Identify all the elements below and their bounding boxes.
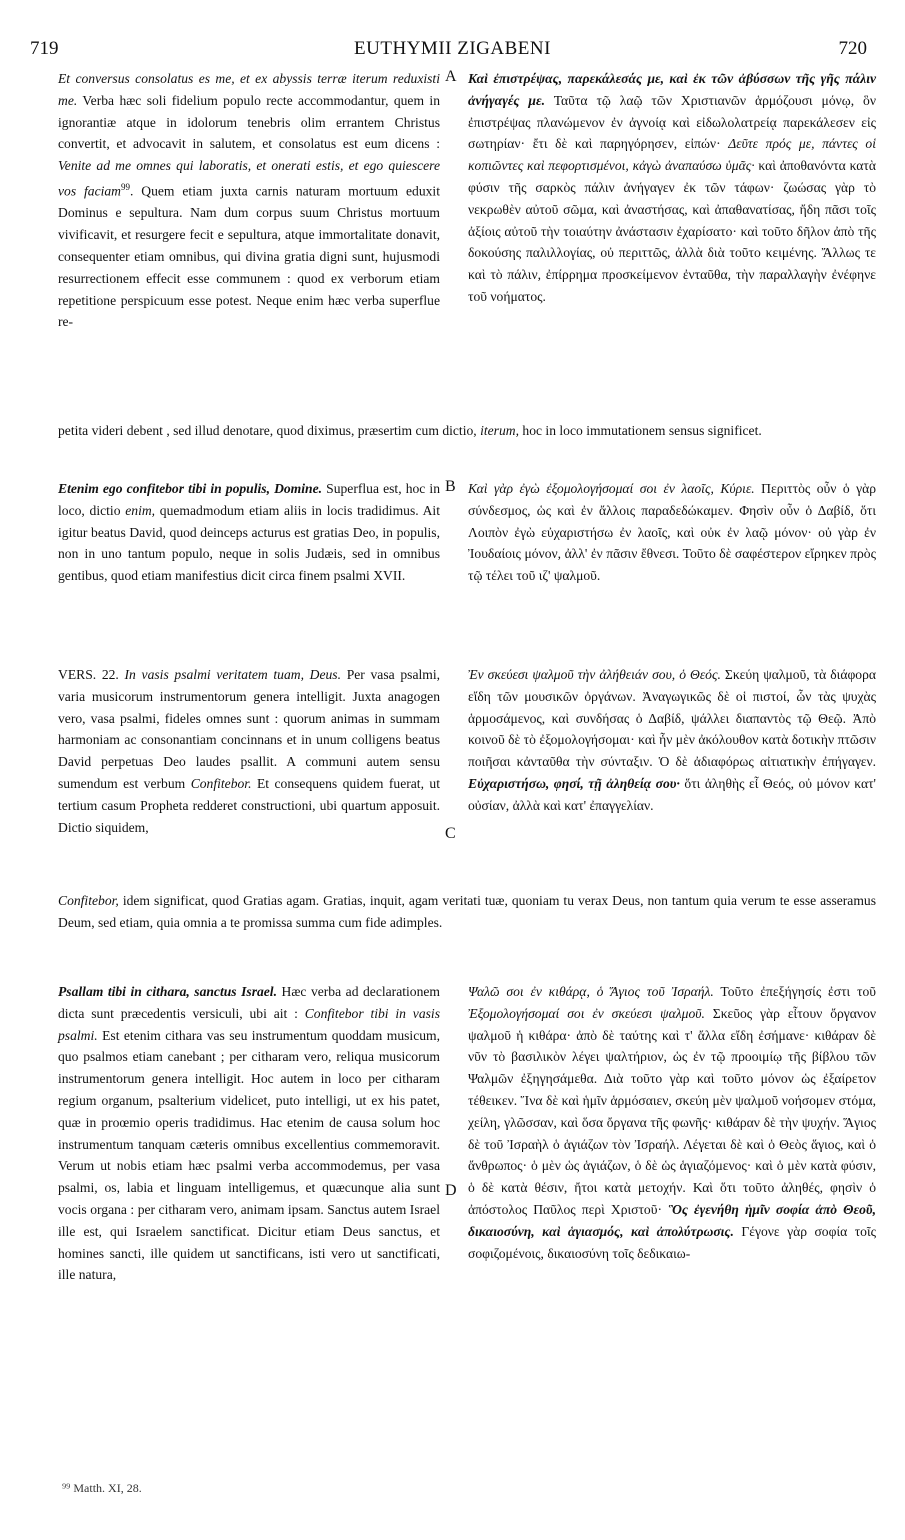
greek-lemma-2: Καὶ γὰρ ἐγὼ ἐξομολογήσομαί σοι ἐν λαοῖς, Κύριε. <box>468 481 755 496</box>
greek-text-4b: Σκεῦος γὰρ εἶτουν ὄργανον ψαλμοῦ ἡ κιθάρα· ἀπὸ δὲ ταύτης καὶ τ' ἄλλα εἴδη ἐσήμανε· κιθάραν δὲ νῦν τὸ βασιλικὸν λέγει ψαλτήριον, ὡς ἐν τῷ προοιμίῳ τῆς βίβλου τῶν Ψαλμῶν ἐξηγησάμεθα. Διὰ τοῦτο γὰρ καὶ τοῦτο μόνον ὡς ἐξαίρετον τέθεικεν. Ἵνα δὲ καὶ ἡμῖν ἁρμόσαιεν, σκεύη μὲν ψαλμοῦ νοήσομεν στόμα, χείλη, γλῶσσαν, καὶ ὅσα ὄργανα τῆς φωνῆς· κιθάραν δὲ τὴν ψυχήν. Ἅγιος δὲ τοῦ Ἰσραὴλ ὁ ἁγιάζων τὸν Ἰσραήλ. Λέγεται δὲ καὶ ὁ Θεὸς ἅγιος, καὶ ὁ ἄνθρωπος· ὁ μὲν ὡς ἁγιάζων, ὁ δὲ ὡς ἁγιαζόμενος· καὶ ὁ μὲν κατὰ φύσιν, ὁ δὲ κατὰ θέσιν, ἤτοι κατὰ μετοχήν. Καὶ ὅτι τοῦτο ἀληθές, φησὶν ὁ ἀπόστολος Παῦλος περὶ Χριστοῦ· <box>468 1005 877 1217</box>
greek-lemma-1: Καὶ ἐπιστρέψας, παρεκάλεσάς με, καὶ ἐκ τῶν ἀβύσσων τῆς γῆς πάλιν ἀνήγαγές με. <box>468 71 876 108</box>
latin-paragraph-1 <box>58 68 440 333</box>
greek-text-3b: ὅτι ἀληθὴς εἶ Θεός, οὐ μόνον κατ' οὐσίαν, ἀλλὰ καὶ κατ' ἐπαγγελίαν. <box>468 775 876 813</box>
latin-text-3: Per vasa psalmi, varia musicorum instrumentorum genera intelligit. Juxta anagogen vero, vasa psalmi, fideles omnes sunt : quorum animas in summam harmoniam ac consonantiam concinnans et in unum colligens beatus David perpetuas Deo laudes psallit. A communi autem sensu sumendum est verbum <box>58 667 441 791</box>
latin-text-2: Superflua est, hoc in loco, dictio <box>58 481 440 518</box>
greek-paragraph-2 <box>468 478 876 587</box>
full-italic-1: iterum, <box>480 423 519 438</box>
latin-text-1b: . Quem etiam juxta carnis naturam mortuum eduxit Dominus e sepultura. Nam dum corpus suum Christus mortuum vivificavit, et resurgere fecit e sepultura, atque immortalitate donavit, consequenter etiam omnibus, qui divina gratia digni sunt, hujusmodi resurrectionem effecit esse communem : quod ex verborum etiam repetitione perspicuum esse potest. Neque enim hæc verba superflue re- <box>58 183 440 330</box>
greek-text-4: Τοῦτο ἐπεξήγησίς ἐστι τοῦ <box>720 984 876 999</box>
latin-paragraph-4 <box>58 981 440 1286</box>
full-text-1a: petita videri debent , sed illud denotare, quod diximus, præsertim cum dictio, <box>58 423 477 438</box>
running-title: EUTHYMII ZIGABENI <box>354 38 551 59</box>
full-width-paragraph-3 <box>58 890 876 934</box>
latin-italic-2: enim, <box>125 502 156 518</box>
greek-lemma-3: Ἐν σκεύεσι ψαλμοῦ τὴν ἀλήθειάν σου, ὁ Θεός. <box>468 667 721 682</box>
latin-lemma-3: In vasis psalmi veritatem tuam, Deus. <box>124 667 341 682</box>
verse-number: VERS. 22. <box>58 667 119 682</box>
section-marker-d: D <box>445 1182 457 1199</box>
latin-text-3b: Et consequens quidem fuerat, ut tertium casum Propheta redderet constructioni, ubi quartum apposuit. Dictio siquidem, <box>58 775 440 835</box>
section-marker-a: A <box>445 68 457 85</box>
latin-italic-3: Confitebor. <box>190 775 252 791</box>
latin-text-4b: Est etenim cithara vas seu instrumentum quoddam musicum, quo psalmos etiam canebant ; per citharam vero, reliqua musicorum instrumentorum genera intelligit. Hoc autem in loco per citharam regium organum, psalterium videlicet, puto intelligi, ut ex his patet, quæ in proœmio operis tradidimus. Hac etenim de causa solum hoc instrumentum tanquam cæteris omnibus excellentius commemoravit. Verum ut nobis etiam hæc psalmi verba accommodemus, per vasa psalmi, os, labia et linguam intelligemus, et quæcunque alia sunt vocis organa : per citharam vero, animam ipsam. Sanctus autem Israel ille est, qui Israelem sanctificat. Dicitur etiam Deus sanctus, et homines sancti, ille quidem ut sanctificans, isti vero ut sanctificati, ille natura, <box>58 1027 441 1283</box>
greek-text-1b: καὶ ἀποθανόντα κατὰ φύσιν τῆς σαρκὸς πάλιν ἀνήγαγεν ἐκ τῶν τάφων· ζωώσας γὰρ τὸ νεκρωθὲν αὐτοῦ σῶμα, καὶ ἀναστήσας, καὶ ἀπαθανατίσας, ἤδη πᾶσι τοῖς ἀξίοις αὐτοῦ τὴν τοιαύτην ἀνάστασιν ἐχαρίσατο· καὶ τοῦτο δῆλον ἀπὸ τῆς δοκούσης παλιλλογίας, οὐ περιττῶς, ἀλλὰ διὰ τοῦτο κειμένης. Ἄλλως τε καὶ τὸ πάλιν, ἐπίρρημα προσκείμενον ἐνταῦθα, τὴν παραλλαγὴν ἐνέφηνε τοῦ νοήματος. <box>468 158 877 304</box>
full-text-3: idem significat, quod Gratias agam. Gratias, inquit, agam veritati tuæ, quoniam tu verax Deus, non tantum quia verum te esse asseramus Deum, sed etiam, quia omnia a te promissa summa cum fide adimples. <box>58 893 876 930</box>
latin-text-4: Hæc verba ad declarationem dicta sunt præcedentis versiculi, ubi ait : <box>58 984 440 1021</box>
latin-text-1: Verba hæc soli fidelium populo recte accommodantur, quem in ignorantiæ atque in idolorum tenebris olim errantem Christus convertit, et advocavit in salutem, et consolatus est eum dicens : <box>58 92 440 152</box>
greek-lemma-4: Ψαλῶ σοι ἐν κιθάρᾳ, ὁ Ἅγιος τοῦ Ἰσραήλ. <box>468 984 714 999</box>
latin-lemma-2: Etenim ego confitebor tibi in populis, Domine. <box>58 481 323 496</box>
greek-quote-3: Εὐχαριστήσω, φησί, τῇ ἀληθείᾳ σου· <box>468 775 680 791</box>
greek-text-3: Σκεύη ψαλμοῦ, τὰ διάφορα εἴδη τῶν μουσικῶν ὀργάνων. Ἀναγωγικῶς δὲ οἱ πιστοί, ὧν τὰς ψυχὰς ἁρμοσάμενος, καὶ συνδήσας ὁ Δαβίδ, ψάλλει διαπαντὸς τῷ Θεῷ. Ἀπὸ κοινοῦ δὲ τὸ ἐξομολογήσομαι· καὶ ἦν μὲν ἀκόλουθον κατὰ δοτικὴν πτῶσιν ποιῆσαι κἀνταῦθα τὴν σύνταξιν. Ὁ δὲ ἀδιαφόρως αἰτιατικὴν ἐπήγαγεν. <box>468 667 877 770</box>
latin-paragraph-3 <box>58 664 440 838</box>
greek-text-1: Ταῦτα τῷ λαῷ τῶν Χριστιανῶν ἁρμόζουσι μόνῳ, ὃν ἐπιστρέψας πλανώμενον ἐν ἀγνοίᾳ καὶ εἰδωλολατρείᾳ παρεκάλεσεν εἰς σωτηρίαν· ἔτι δὲ καὶ παρηγόρησεν, εἰπών· <box>468 92 877 152</box>
section-marker-b: B <box>445 478 456 495</box>
full-italic-3: Confitebor, <box>58 893 119 908</box>
page-number-right: 720 <box>838 38 867 59</box>
greek-paragraph-4 <box>468 981 876 1264</box>
greek-quote-4: Ἐξομολογήσομαί σοι ἐν σκεύεσι ψαλμοῦ. <box>468 1005 705 1021</box>
latin-lemma-4: Psallam tibi in cithara, sanctus Israel. <box>58 984 277 999</box>
latin-quote-4: Confitebor tibi in vasis psalmi. <box>58 1005 440 1043</box>
latin-text-2b: quemadmodum etiam aliis in locis tradidimus. Ait igitur beatus David, quod deinceps acturus est gratias Deo, in populis, non in uno tantum populo, neque in solis Judæis, sed in omnibus gentibus, quod etiam manifestius dicit circa finem psalmi XVII. <box>58 502 440 584</box>
footnote: ⁹⁹ Matth. XI, 28. <box>62 1481 142 1495</box>
section-marker-c: C <box>445 825 456 842</box>
full-width-paragraph-1 <box>58 420 876 442</box>
latin-quote-1: Venite ad me omnes qui laboratis, et onerati estis, et ego quiescere vos faciam <box>58 158 440 199</box>
greek-paragraph-1 <box>468 68 876 308</box>
greek-quote-1: Δεῦτε πρός με, πάντες οἱ κοπιῶντες καὶ πεφορτισμένοι, κἀγὼ ἀναπαύσω ὑμᾶς· <box>468 136 876 174</box>
greek-paragraph-3 <box>468 664 876 817</box>
latin-paragraph-2 <box>58 478 440 587</box>
page-number-left: 719 <box>30 38 59 59</box>
footnote-ref: 99 <box>121 181 130 192</box>
greek-text-2: Περιττὸς οὖν ὁ γὰρ σύνδεσμος, ὡς καὶ ἐν ἄλλοις παραδεδώκαμεν. Φησὶν οὖν ὁ Δαβίδ, ὅτι Λοιπὸν ἐγὼ εὐχαριστήσω ἐν λαοῖς, καὶ οὐκ ἐν λαῷ μόνον· οὐ γὰρ ἐν Ἰουδαίοις μόνον, ἀλλ' ἐν πᾶσιν ἔθνεσι. Τοῦτο δὲ σαφέστερον εἴρηκεν πρὸς τῷ τέλει τοῦ ιζ' ψαλμοῦ. <box>468 481 876 584</box>
greek-text-4c: Γέγονε γὰρ σοφία τοῖς σοφιζομένοις, δικαιοσύνη τοῖς δεδικαιω- <box>468 1223 876 1261</box>
full-text-1b: hoc in loco immutationem sensus significet. <box>522 423 762 438</box>
greek-quote-4b: Ὃς ἐγενήθη ἡμῖν σοφία ἀπὸ Θεοῦ, δικαιοσύνη, καὶ ἁγιασμός, καὶ ἀπολύτρωσις. <box>468 1201 876 1239</box>
latin-lemma-1: Et conversus consolatus es me, et ex abyssis terræ iterum reduxisti me. <box>58 71 440 108</box>
